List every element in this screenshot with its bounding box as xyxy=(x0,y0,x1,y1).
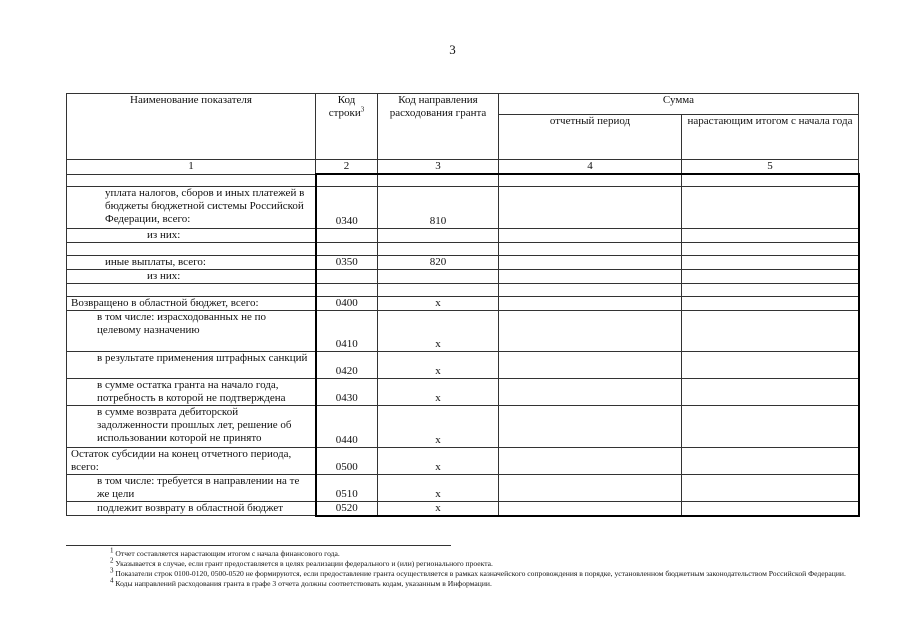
row-name: из них: xyxy=(67,269,316,283)
table-row xyxy=(67,296,859,310)
row-code: 0410 xyxy=(316,310,378,351)
value-cell[interactable] xyxy=(682,351,859,378)
table-row xyxy=(67,351,859,378)
value-cell[interactable] xyxy=(499,351,682,378)
value-cell[interactable] xyxy=(499,378,682,405)
direction-code: х xyxy=(378,296,499,310)
col-number: 5 xyxy=(682,160,859,175)
footnote-4: $^4$ Коды направлений расходования гранта в графе 3 отчета должны соответствовать кодам, указанным в Информации. xyxy=(110,576,492,588)
row-code: 0350 xyxy=(316,255,378,269)
row-name: Остаток субсидии на конец отчетного периода, всего: xyxy=(67,447,316,474)
table-row xyxy=(67,474,859,501)
row-code: 0520 xyxy=(316,501,378,516)
value-cell[interactable] xyxy=(499,501,682,516)
value-cell[interactable] xyxy=(499,474,682,501)
col-number: 2 xyxy=(316,160,378,175)
report-table xyxy=(66,93,860,517)
footnote-3: $^3$ Показатели строк 0100-0120, 0500-0520 не формируются, если предоставление гранта осуществляется в рамках казначейского сопровождения в порядке, установленном бюджетным законодательством Российской Федерации. xyxy=(110,566,846,578)
direction-code: х xyxy=(378,310,499,351)
column-numbers-row xyxy=(67,160,859,175)
row-name: уплата налогов, сборов и иных платежей в бюджеты бюджетной системы Российской Федерации, всего: xyxy=(67,186,316,228)
table-row xyxy=(67,378,859,405)
direction-code: х xyxy=(378,351,499,378)
footnote-2: $^2$ Указывается в случае, если грант предоставляется в целях реализации федерального и (или) регионального проекта. xyxy=(110,556,493,568)
direction-code: х xyxy=(378,447,499,474)
row-name: в том числе: израсходованных не по целевому назначению xyxy=(67,310,316,351)
footnote-1: $^1$ Отчет составляется нарастающим итогом с начала финансового года. xyxy=(110,546,340,558)
row-code: 0510 xyxy=(316,474,378,501)
table-row xyxy=(67,447,859,474)
header-sum: Сумма xyxy=(499,94,859,115)
value-cell[interactable] xyxy=(682,296,859,310)
col-number: 4 xyxy=(499,160,682,175)
row-name: в том числе: требуется в направлении на те же цели xyxy=(67,474,316,501)
value-cell[interactable] xyxy=(499,255,682,269)
value-cell[interactable] xyxy=(682,447,859,474)
value-cell[interactable] xyxy=(499,296,682,310)
row-code: 0400 xyxy=(316,296,378,310)
row-name: подлежит возврату в областной бюджет xyxy=(67,501,316,516)
value-cell[interactable] xyxy=(499,186,682,228)
row-name: Возвращено в областной бюджет, всего: xyxy=(67,296,316,310)
col-number: 3 xyxy=(378,160,499,175)
table-row xyxy=(67,255,859,269)
direction-code: 820 xyxy=(378,255,499,269)
value-cell[interactable] xyxy=(682,405,859,447)
row-name: в результате применения штрафных санкций xyxy=(67,351,316,378)
header-indicator-name: Наименование показателя xyxy=(67,94,316,160)
row-name: в сумме возврата дебиторской задолженности прошлых лет, решение об использовании которой не принято xyxy=(67,405,316,447)
header-reporting-period: отчетный период xyxy=(499,115,682,160)
table-row xyxy=(67,186,859,228)
value-cell[interactable] xyxy=(499,447,682,474)
table-row xyxy=(67,228,859,242)
row-code: 0340 xyxy=(316,186,378,228)
value-cell[interactable] xyxy=(682,474,859,501)
value-cell[interactable] xyxy=(682,378,859,405)
row-code: 0430 xyxy=(316,378,378,405)
value-cell[interactable] xyxy=(682,255,859,269)
row-name: из них: xyxy=(67,228,316,242)
row-code: 0420 xyxy=(316,351,378,378)
direction-code: х xyxy=(378,378,499,405)
value-cell[interactable] xyxy=(682,310,859,351)
value-cell[interactable] xyxy=(682,186,859,228)
header-row-code: Код строки$^3$ xyxy=(316,94,378,160)
value-cell[interactable] xyxy=(499,310,682,351)
value-cell[interactable] xyxy=(682,501,859,516)
direction-code: х xyxy=(378,405,499,447)
table-row xyxy=(67,405,859,447)
header-cumulative-total: нарастающим итогом с начала года xyxy=(682,115,859,160)
direction-code: х xyxy=(378,474,499,501)
table-row xyxy=(67,310,859,351)
page-number: 3 xyxy=(449,42,456,57)
table-row xyxy=(67,269,859,283)
col-number: 1 xyxy=(67,160,316,175)
row-code: 0440 xyxy=(316,405,378,447)
direction-code: х xyxy=(378,501,499,516)
row-name: иные выплаты, всего: xyxy=(67,255,316,269)
value-cell[interactable] xyxy=(499,405,682,447)
footnote-divider xyxy=(66,545,451,546)
footnotes xyxy=(66,545,858,589)
header-direction-code: Код направления расходования гранта xyxy=(378,94,499,160)
row-name: в сумме остатка гранта на начало года, потребность в которой не подтверждена xyxy=(67,378,316,405)
table-row xyxy=(67,174,859,186)
direction-code: 810 xyxy=(378,186,499,228)
row-code: 0500 xyxy=(316,447,378,474)
table-row xyxy=(67,501,859,516)
